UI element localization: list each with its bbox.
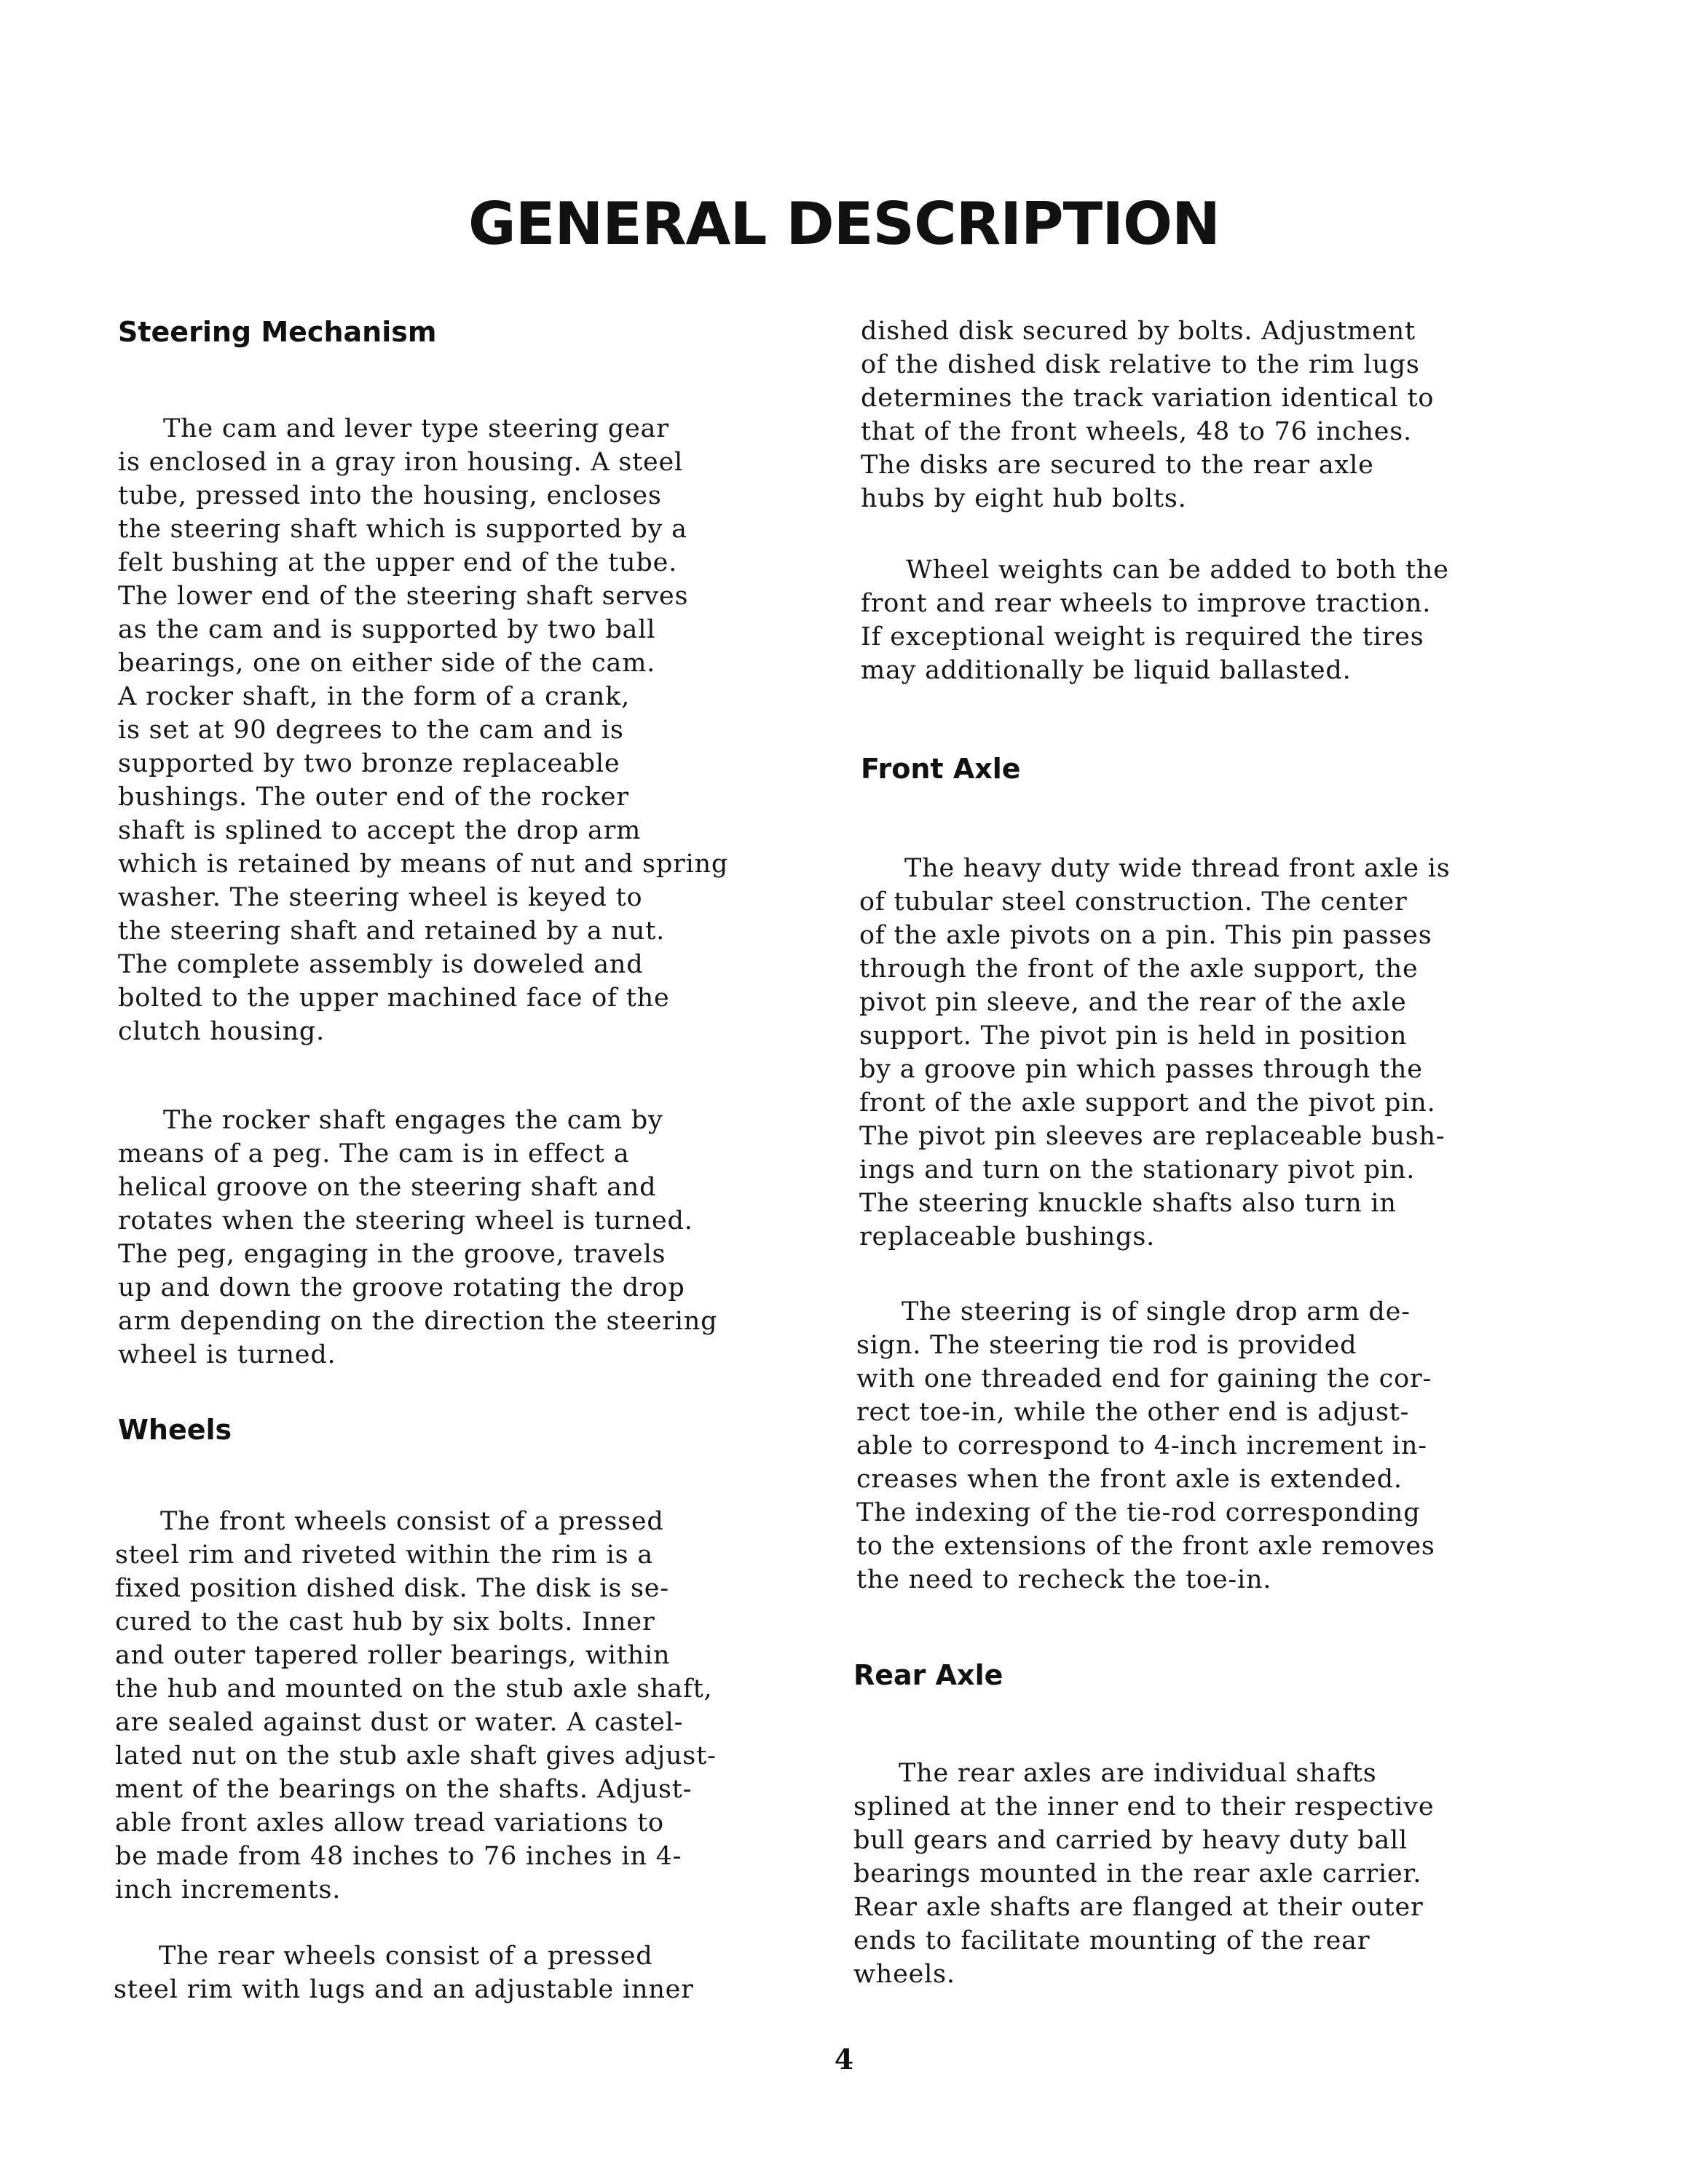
text-line: bushings. The outer end of the rocker xyxy=(118,783,629,812)
text-line: ends to facilitate mounting of the rear xyxy=(853,1926,1370,1955)
text-line: steel rim with lugs and an adjustable inner xyxy=(114,1975,694,2004)
text-line: hubs by eight hub bolts. xyxy=(861,484,1187,513)
text-line: arm depending on the direction the steering xyxy=(118,1307,718,1336)
text-line: The heavy duty wide thread front axle is xyxy=(904,854,1451,883)
text-line: The steering knuckle shafts also turn in xyxy=(859,1189,1397,1218)
paragraph-steering-1 xyxy=(118,412,728,1048)
text-line: means of a peg. The cam is in effect a xyxy=(118,1139,630,1168)
text-line: The complete assembly is doweled and xyxy=(118,950,644,979)
text-line: The front wheels consist of a pressed xyxy=(160,1507,664,1536)
text-line: The rear wheels consist of a pressed xyxy=(159,1942,653,1971)
text-line: If exceptional weight is required the tires xyxy=(861,622,1424,652)
text-line: bearings mounted in the rear axle carrier. xyxy=(853,1859,1422,1888)
text-line: rect toe-in, while the other end is adjust- xyxy=(856,1398,1410,1427)
text-line: the steering shaft and retained by a nut. xyxy=(118,917,666,946)
text-line: the hub and mounted on the stub axle shaft, xyxy=(115,1674,713,1704)
text-line: tube, pressed into the housing, encloses xyxy=(118,481,662,510)
text-line: clutch housing. xyxy=(118,1017,326,1046)
text-line: inch increments. xyxy=(115,1875,342,1904)
text-line: front of the axle support and the pivot pin. xyxy=(859,1088,1436,1117)
paragraph-wheels-1 xyxy=(115,1505,717,1907)
text-line: shaft is splined to accept the drop arm xyxy=(118,816,642,845)
paragraph-wheels-2 xyxy=(114,1939,694,2006)
text-line: ings and turn on the stationary pivot pin. xyxy=(859,1155,1416,1184)
text-line: Wheel weights can be added to both the xyxy=(906,555,1449,585)
text-line: steel rim and riveted within the rim is a xyxy=(115,1540,653,1570)
text-line: bearings, one on either side of the cam. xyxy=(118,649,656,678)
heading-rear-axle: Rear Axle xyxy=(853,1659,1003,1691)
text-line: The disks are secured to the rear axle xyxy=(861,451,1374,480)
text-line: that of the front wheels, 48 to 76 inches. xyxy=(861,417,1412,446)
text-line: of the dished disk relative to the rim lugs xyxy=(861,350,1420,379)
text-line: and outer tapered roller bearings, within xyxy=(115,1641,671,1670)
text-line: helical groove on the steering shaft and xyxy=(118,1173,657,1202)
text-line: fixed position dished disk. The disk is se- xyxy=(115,1574,669,1603)
text-line: of tubular steel construction. The center xyxy=(859,887,1408,917)
text-line: to the extensions of the front axle removes xyxy=(856,1532,1435,1561)
text-line: be made from 48 inches to 76 inches in 4- xyxy=(115,1842,682,1871)
text-line: The indexing of the tie-rod corresponding xyxy=(856,1498,1421,1527)
text-line: creases when the front axle is extended. xyxy=(856,1465,1403,1494)
text-line: of the axle pivots on a pin. This pin passes xyxy=(859,921,1432,950)
paragraph-wheels-continued-2 xyxy=(861,553,1449,687)
text-line: The steering is of single drop arm de- xyxy=(902,1297,1411,1326)
page-title: GENERAL DESCRIPTION xyxy=(468,190,1220,258)
text-line: bolted to the upper machined face of the xyxy=(118,984,670,1013)
text-line: The peg, engaging in the groove, travels xyxy=(118,1240,666,1269)
text-line: able to correspond to 4-inch increment in- xyxy=(856,1431,1427,1460)
text-line: replaceable bushings. xyxy=(859,1222,1156,1251)
text-line: pivot pin sleeve, and the rear of the axle xyxy=(859,988,1407,1017)
text-line: determines the track variation identical to xyxy=(861,384,1435,413)
paragraph-wheels-continued-1 xyxy=(861,314,1434,515)
paragraph-front-axle-2 xyxy=(856,1295,1435,1597)
text-line: as the cam and is supported by two ball xyxy=(118,615,656,644)
heading-steering-mechanism: Steering Mechanism xyxy=(118,316,437,348)
text-line: is set at 90 degrees to the cam and is xyxy=(118,716,624,745)
text-line: is enclosed in a gray iron housing. A steel xyxy=(118,448,683,477)
text-line: cured to the cast hub by six bolts. Inner xyxy=(115,1607,655,1637)
heading-wheels: Wheels xyxy=(118,1414,232,1446)
text-line: dished disk secured by bolts. Adjustment xyxy=(861,317,1416,346)
text-line: splined at the inner end to their respective xyxy=(853,1792,1435,1821)
text-line: may additionally be liquid ballasted. xyxy=(861,656,1352,685)
text-line: Rear axle shafts are flanged at their outer xyxy=(853,1893,1424,1922)
text-line: wheel is turned. xyxy=(118,1340,336,1369)
text-line: rotates when the steering wheel is turned. xyxy=(118,1206,693,1235)
text-line: by a groove pin which passes through the xyxy=(859,1055,1423,1084)
text-line: the need to recheck the toe-in. xyxy=(856,1565,1272,1594)
text-line: ment of the bearings on the shafts. Adjust- xyxy=(115,1775,693,1804)
page-number: 4 xyxy=(834,2043,854,2076)
paragraph-steering-2 xyxy=(118,1104,717,1372)
text-line: The cam and lever type steering gear xyxy=(163,414,669,443)
paragraph-rear-axle-1 xyxy=(853,1757,1434,1991)
text-line: through the front of the axle support, the xyxy=(859,954,1419,984)
text-line: up and down the groove rotating the drop xyxy=(118,1273,685,1302)
text-line: the steering shaft which is supported by a xyxy=(118,515,687,544)
text-line: are sealed against dust or water. A castel- xyxy=(115,1708,684,1737)
text-line: front and rear wheels to improve traction. xyxy=(861,589,1432,618)
text-line: The lower end of the steering shaft serves xyxy=(118,582,689,611)
text-line: which is retained by means of nut and spring xyxy=(118,850,729,879)
text-line: bull gears and carried by heavy duty ball xyxy=(853,1826,1408,1855)
text-line: The rear axles are individual shafts xyxy=(899,1759,1377,1788)
heading-front-axle: Front Axle xyxy=(861,753,1021,785)
text-line: wheels. xyxy=(853,1960,955,1989)
text-line: lated nut on the stub axle shaft gives adjust- xyxy=(115,1741,717,1770)
text-line: sign. The steering tie rod is provided xyxy=(856,1331,1357,1360)
text-line: felt bushing at the upper end of the tube. xyxy=(118,548,678,577)
text-line: The rocker shaft engages the cam by xyxy=(163,1106,663,1135)
text-line: with one threaded end for gaining the cor- xyxy=(856,1364,1432,1393)
text-line: washer. The steering wheel is keyed to xyxy=(118,883,643,912)
text-line: The pivot pin sleeves are replaceable bush- xyxy=(859,1122,1446,1151)
text-line: supported by two bronze replaceable xyxy=(118,749,620,778)
paragraph-front-axle-1 xyxy=(859,852,1451,1254)
text-line: A rocker shaft, in the form of a crank, xyxy=(118,682,631,711)
text-line: support. The pivot pin is held in position xyxy=(859,1021,1408,1051)
text-line: able front axles allow tread variations to xyxy=(115,1808,664,1837)
